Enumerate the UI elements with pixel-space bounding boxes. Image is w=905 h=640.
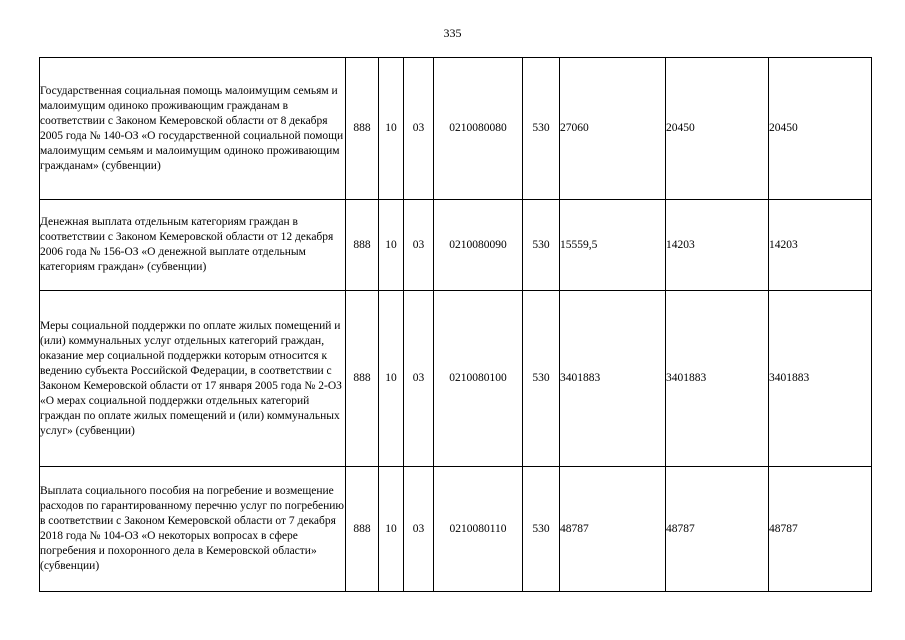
section-code: 10 bbox=[379, 200, 404, 291]
page-number: 335 bbox=[443, 26, 462, 40]
row-description: Меры социальной поддержки по оплате жилых помещений и (или) коммунальных услуг отдельных категорий граждан, оказание мер социальной поддержки которым относится к ведению субъекта Российской Федерации, в соответствии с Законом Кемеровской области от 17 января 2005 года № 2-ОЗ «О мерах социальной поддержки отдельных категорий граждан по оплате жилых помещений и (или) коммунальных услуг» (субвенции) bbox=[40, 291, 346, 467]
subsection-code: 03 bbox=[404, 467, 434, 592]
table-row bbox=[40, 467, 872, 592]
amount-2: 14203 bbox=[666, 200, 769, 291]
target-article-code: 0210080110 bbox=[434, 467, 523, 592]
budget-table bbox=[39, 57, 872, 592]
section-code: 10 bbox=[379, 58, 404, 200]
amount-3: 20450 bbox=[769, 58, 872, 200]
section-code: 10 bbox=[379, 467, 404, 592]
amount-1: 27060 bbox=[560, 58, 666, 200]
row-description: Выплата социального пособия на погребение и возмещение расходов по гарантированному перечню услуг по погребению в соответствии с Законом Кемеровской области от 7 декабря 2018 года № 104-ОЗ «О некоторых вопросах в сфере погребения и похоронного дела в Кемеровской области» (субвенции) bbox=[40, 467, 346, 592]
table-row bbox=[40, 291, 872, 467]
amount-3: 48787 bbox=[769, 467, 872, 592]
expense-type-code: 530 bbox=[523, 200, 560, 291]
subsection-code: 03 bbox=[404, 291, 434, 467]
amount-1: 15559,5 bbox=[560, 200, 666, 291]
table-row bbox=[40, 200, 872, 291]
ministry-code: 888 bbox=[346, 58, 379, 200]
amount-2: 20450 bbox=[666, 58, 769, 200]
subsection-code: 03 bbox=[404, 200, 434, 291]
amount-3: 3401883 bbox=[769, 291, 872, 467]
amount-2: 48787 bbox=[666, 467, 769, 592]
ministry-code: 888 bbox=[346, 200, 379, 291]
section-code: 10 bbox=[379, 291, 404, 467]
row-description: Государственная социальная помощь малоимущим семьям и малоимущим одиноко проживающим гражданам в соответствии с Законом Кемеровской области от 8 декабря 2005 года № 140-ОЗ «О государственной социальной помощи малоимущим семьям и малоимущим одиноко проживающим гражданам» (субвенции) bbox=[40, 58, 346, 200]
amount-1: 48787 bbox=[560, 467, 666, 592]
ministry-code: 888 bbox=[346, 467, 379, 592]
amount-1: 3401883 bbox=[560, 291, 666, 467]
amount-2: 3401883 bbox=[666, 291, 769, 467]
table-row bbox=[40, 58, 872, 200]
target-article-code: 0210080100 bbox=[434, 291, 523, 467]
amount-3: 14203 bbox=[769, 200, 872, 291]
ministry-code: 888 bbox=[346, 291, 379, 467]
expense-type-code: 530 bbox=[523, 58, 560, 200]
subsection-code: 03 bbox=[404, 58, 434, 200]
expense-type-code: 530 bbox=[523, 291, 560, 467]
target-article-code: 0210080080 bbox=[434, 58, 523, 200]
target-article-code: 0210080090 bbox=[434, 200, 523, 291]
row-description: Денежная выплата отдельным категориям граждан в соответствии с Законом Кемеровской области от 12 декабря 2006 года № 156-ОЗ «О денежной выплате отдельным категориям граждан» (субвенции) bbox=[40, 200, 346, 291]
expense-type-code: 530 bbox=[523, 467, 560, 592]
